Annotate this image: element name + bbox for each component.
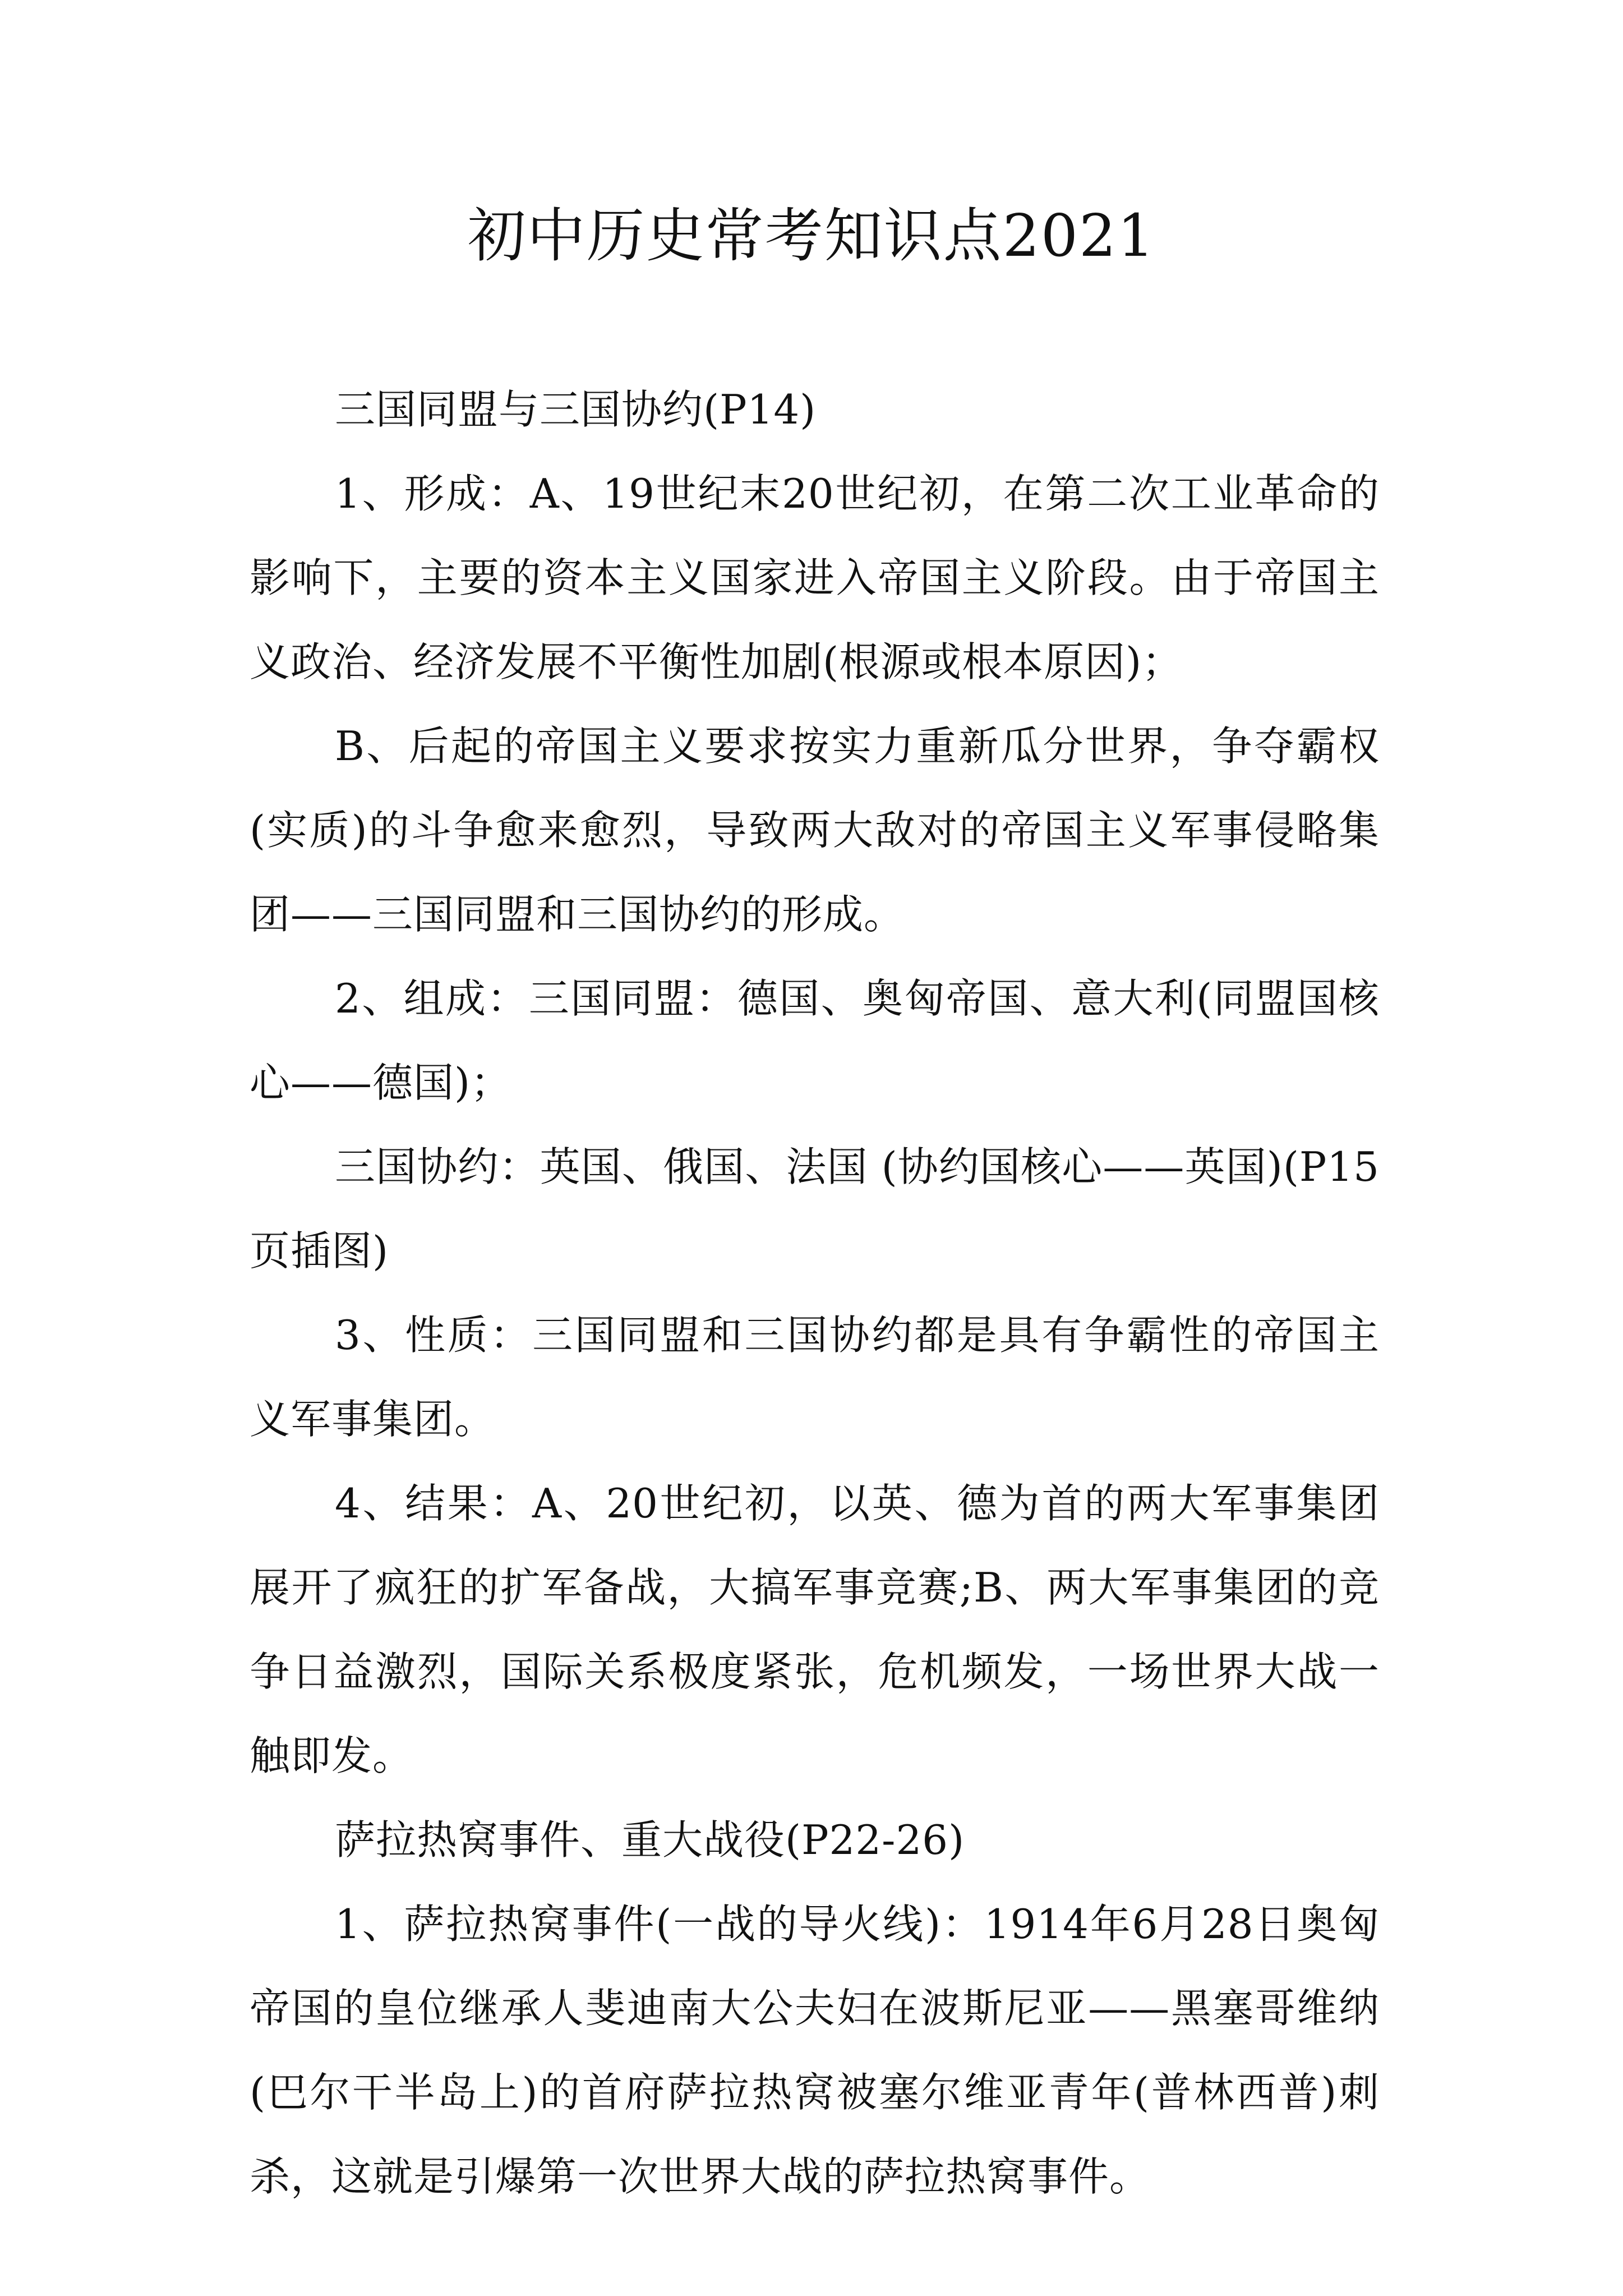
paragraph-sarajevo-incident: 1、萨拉热窝事件(一战的导火线)：1914年6月28日奥匈帝国的皇位继承人斐迪南大公夫妇在波斯尼亚——黑塞哥维纳(巴尔干半岛上)的首府萨拉热窝被塞尔维亚青年(普林西普)刺杀，这就是引爆第一次世界大战的萨拉热窝事件。 <box>250 1901 1380 2200</box>
paragraph-formation-b: B、后起的帝国主义要求按实力重新瓜分世界，争夺霸权(实质)的斗争愈来愈烈，导致两大敌对的帝国主义军事侵略集团——三国同盟和三国协约的形成。 <box>250 723 1380 938</box>
paragraph-entente: 三国协约：英国、俄国、法国 (协约国核心——英国)(P15页插图) <box>250 1143 1380 1274</box>
document-body <box>250 367 1380 2219</box>
document-title: 初中历史常考知识点2021 <box>467 201 1156 270</box>
paragraph-formation: 1、形成：A、19世纪末20世纪初，在第二次工业革命的影响下，主要的资本主义国家进入帝国主义阶段。由于帝国主义政治、经济发展不平衡性加剧(根源或根本原因)； <box>250 470 1380 685</box>
section-heading-sarajevo: 萨拉热窝事件、重大战役(P22-26) <box>335 1816 965 1864</box>
paragraph-composition: 2、组成：三国同盟：德国、奥匈帝国、意大利(同盟国核心——德国)； <box>250 975 1380 1106</box>
paragraph-result: 4、结果：A、20世纪初，以英、德为首的两大军事集团展开了疯狂的扩军备战，大搞军事竞赛;B、两大军事集团的竞争日益激烈，国际关系极度紧张，危机频发，一场世界大战一触即发。 <box>250 1480 1380 1779</box>
paragraph-nature: 3、性质：三国同盟和三国协约都是具有争霸性的帝国主义军事集团。 <box>250 1312 1380 1443</box>
section-heading-alliances: 三国同盟与三国协约(P14) <box>335 386 817 433</box>
